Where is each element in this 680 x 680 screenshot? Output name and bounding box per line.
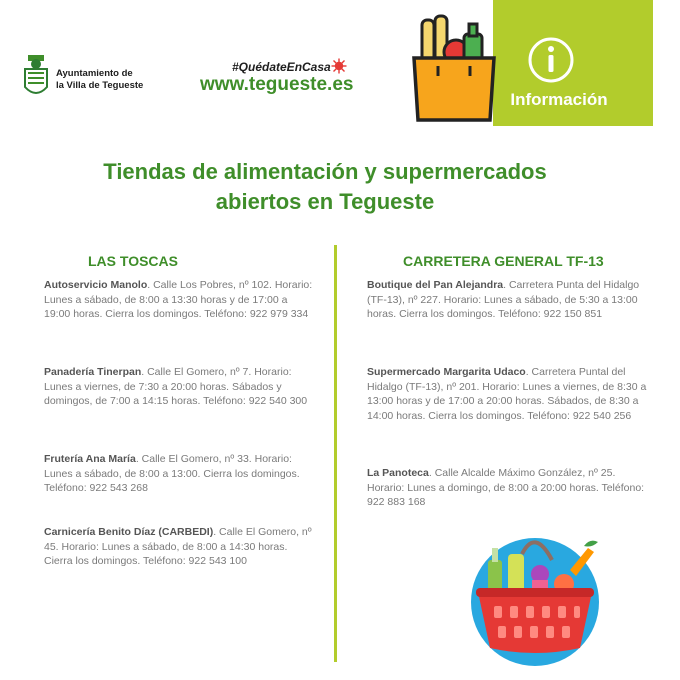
website-link[interactable]: www.tegueste.es [200, 74, 354, 95]
shopping-basket-icon [460, 530, 610, 670]
store-name: La Panoteca [367, 467, 429, 479]
column-heading-carretera: CARRETERA GENERAL TF-13 [403, 253, 604, 269]
store-entry [367, 278, 650, 322]
store-entry [44, 525, 314, 569]
org-name-line1: Ayuntamiento de [56, 68, 133, 79]
store-entry [44, 452, 314, 496]
store-details: . Calle Alcalde Máximo González, nº 25. Horario: Lunes a domingo, de 8:00 a 20:00 horas. Teléfono: 922 883 168 [367, 467, 645, 508]
store-name: Frutería Ana María [44, 453, 136, 465]
hashtag: #QuédateEnCasa [232, 60, 331, 74]
column-heading-las-toscas: LAS TOSCAS [88, 253, 178, 269]
store-details: . Calle El Gomero, nº 7. Horario: Lunes a viernes, de 7:30 a 20:00 horas. Sábados y domingos, de 7:00 a 14:15 horas. Teléfono: 922 540 300 [44, 366, 308, 407]
page-title [40, 157, 610, 217]
store-entry [44, 365, 314, 409]
store-name: Carnicería Benito Díaz (CARBEDI) [44, 526, 214, 538]
title-line2: abiertos en Tegueste [215, 189, 435, 214]
store-details: . Calle El Gomero, nº 33. Horario: Lunes a sábado, de 8:00 a 13:00. Cierra los domingos. Teléfono: 922 543 268 [44, 453, 300, 494]
store-entry [367, 365, 650, 423]
store-name: Supermercado Margarita Udaco [367, 366, 526, 378]
store-name: Boutique del Pan Alejandra [367, 279, 504, 291]
org-name-line2: la Villa de Tegueste [56, 80, 144, 91]
info-icon [527, 36, 575, 84]
title-line1: Tiendas de alimentación y supermercados [103, 159, 547, 184]
store-name: Autoservicio Manolo [44, 279, 148, 291]
column-divider [334, 245, 337, 662]
store-details: . Carretera Punta del Hidalgo (TF-13), nº 227. Horario: Lunes a sábado, de 5:30 a 13:00 horas. Cierra los domingos. Teléfono: 922 150 851 [367, 279, 640, 320]
store-name: Panadería Tinerpan [44, 366, 142, 378]
store-entry [367, 466, 650, 510]
crest-icon [22, 55, 50, 101]
municipality-logo [22, 55, 152, 103]
store-entry [44, 278, 314, 322]
store-details: . Calle El Gomero, nº 45. Horario: Lunes a sábado, de 8:00 a 14:30 horas. Cierra los domingos. Teléfono: 922 543 100 [44, 526, 312, 567]
info-label: Información [510, 90, 608, 109]
store-details: . Carretera Puntal del Hidalgo (TF-13), nº 201. Horario: Lunes a viernes, de 8:30 a 13:00 horas y de 17:00 a 20:00 horas. Sábados, de 8:30 a 14:00 horas. Cierra los domingos. Teléfono: 922 540 256 [367, 366, 647, 422]
store-details: . Calle Los Pobres, nº 102. Horario: Lunes a sábado, de 8:00 a 13:30 horas y de 17:00 a 19:00 horas. Cierra los domingos. Teléfono: 922 979 334 [44, 279, 313, 320]
grocery-bag-icon [408, 14, 500, 126]
virus-icon [331, 58, 347, 74]
